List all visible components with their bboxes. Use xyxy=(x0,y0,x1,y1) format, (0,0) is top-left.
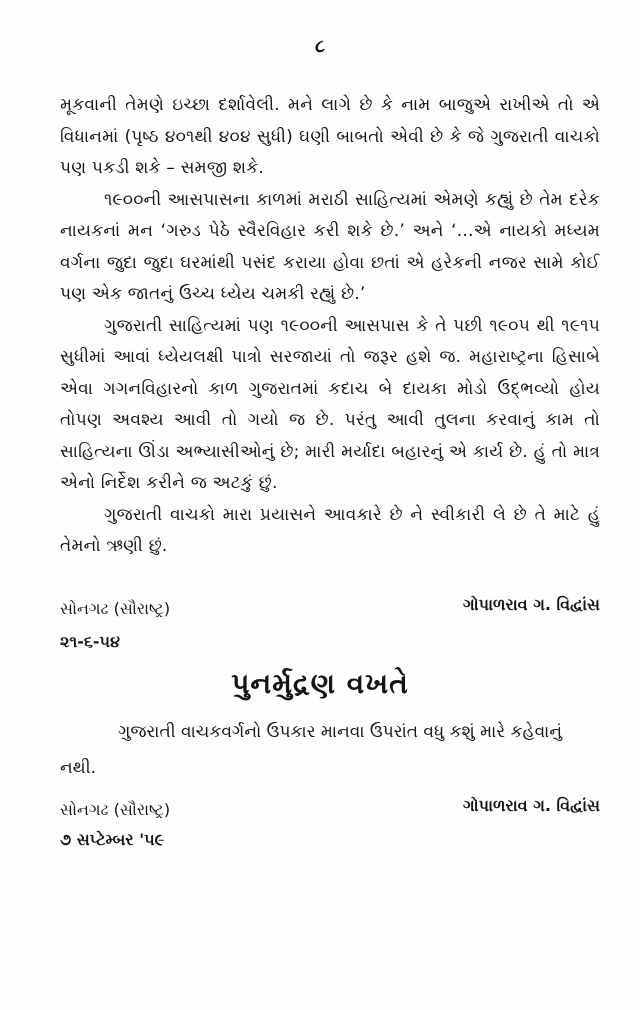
paragraph-4: ગુજરાતી વાચકો મારા પ્રયાસને આવકારે છે ને સ્વીકારી લે છે તે માટે હું તેમનો ઋણી છું. xyxy=(60,504,600,556)
signature-block-1 xyxy=(60,594,600,624)
signature-author: ગોપાળરાવ ગ. વિદ્વાંસ xyxy=(463,595,600,614)
paragraph-1: મૂકવાની તેમણે ઇચ્છા દર્શાવેલી. મને લાગે છે કે નામ બાજુએ રાખીએ તો એ વિધાનમાં (પૃષ્ઠ ૪૦૧થી ૪૦૪ સુધી) ઘણી બાબતો એવી છે કે જે ગુજરાતી વાચકો પણ પકડી શકે – સમજી શકે. xyxy=(60,95,600,178)
reprint-body xyxy=(60,714,600,786)
signature-date: ૭ સપ્ટેમ્બર '૫૯ xyxy=(60,830,165,849)
signature-place: સોનગઢ (સૌરાષ્ટ્ર) xyxy=(60,800,171,819)
signature-block-2 xyxy=(60,795,600,825)
preface-body xyxy=(60,90,600,563)
paragraph-3: ગુજરાતી સાહિત્યમાં પણ ૧૯૦૦ની આસપાસ કે તે પછી ૧૯૦૫ થી ૧૯૧૫ સુધીમાં આવાં ધ્યેયલક્ષી પાત્રો સરજાયાં તો જરૂર હશે જ. મહારાષ્ટ્રના હિસાબે એવા ગગનવિહારનો કાળ ગુજરાતમાં કદાચ બે દાયકા મોડો ઉદ્ભવ્યો હોય તોપણ અવશ્ય આવી તો ગયો જ છે. પરંતુ આવી તુલના કરવાનું કામ તો સાહિત્યના ઊંડા અભ્યાસીઓનું છે; મારી મર્યાદા બહારનું એ કાર્ય છે. હું તો માત્ર એનો નિર્દેશ કરીને જ અટકું છું. xyxy=(60,315,600,493)
reprint-paragraph: ગુજરાતી વાચકવર્ગનો ઉપકાર માનવા ઉપરાંત વધુ કશું મારે કહેવાનું નથી. xyxy=(60,722,562,778)
signature-author: ગોપાળરાવ ગ. વિદ્વાંસ xyxy=(463,796,600,815)
page-number: ૮ xyxy=(315,36,325,57)
section-title: પુનર્મુદ્રણ વખતે xyxy=(231,667,409,700)
signature-date: ૨૧-૬-૫૪ xyxy=(60,632,120,651)
paragraph-2: ૧૯૦૦ની આસપાસના કાળમાં મરાઠી સાહિત્યમાં એમણે કહ્યું છે તેમ દરેક નાયકનાં મન ‘ગરુડ પેઠે સ્વૈરવિહાર કરી શકે છે.’ અને ‘...એ નાયકો મધ્યમ વર્ગના જુદા જુદા ઘરમાંથી પસંદ કરાયા હોવા છતાં એ હરેકની નજર સામે કોઈ પણ એક જાતનું ઉચ્ચ ધ્યેય ચમકી રહ્યું છે.’ xyxy=(60,189,600,304)
signature-place: સોનગઢ (સૌરાષ્ટ્ર) xyxy=(60,599,171,618)
